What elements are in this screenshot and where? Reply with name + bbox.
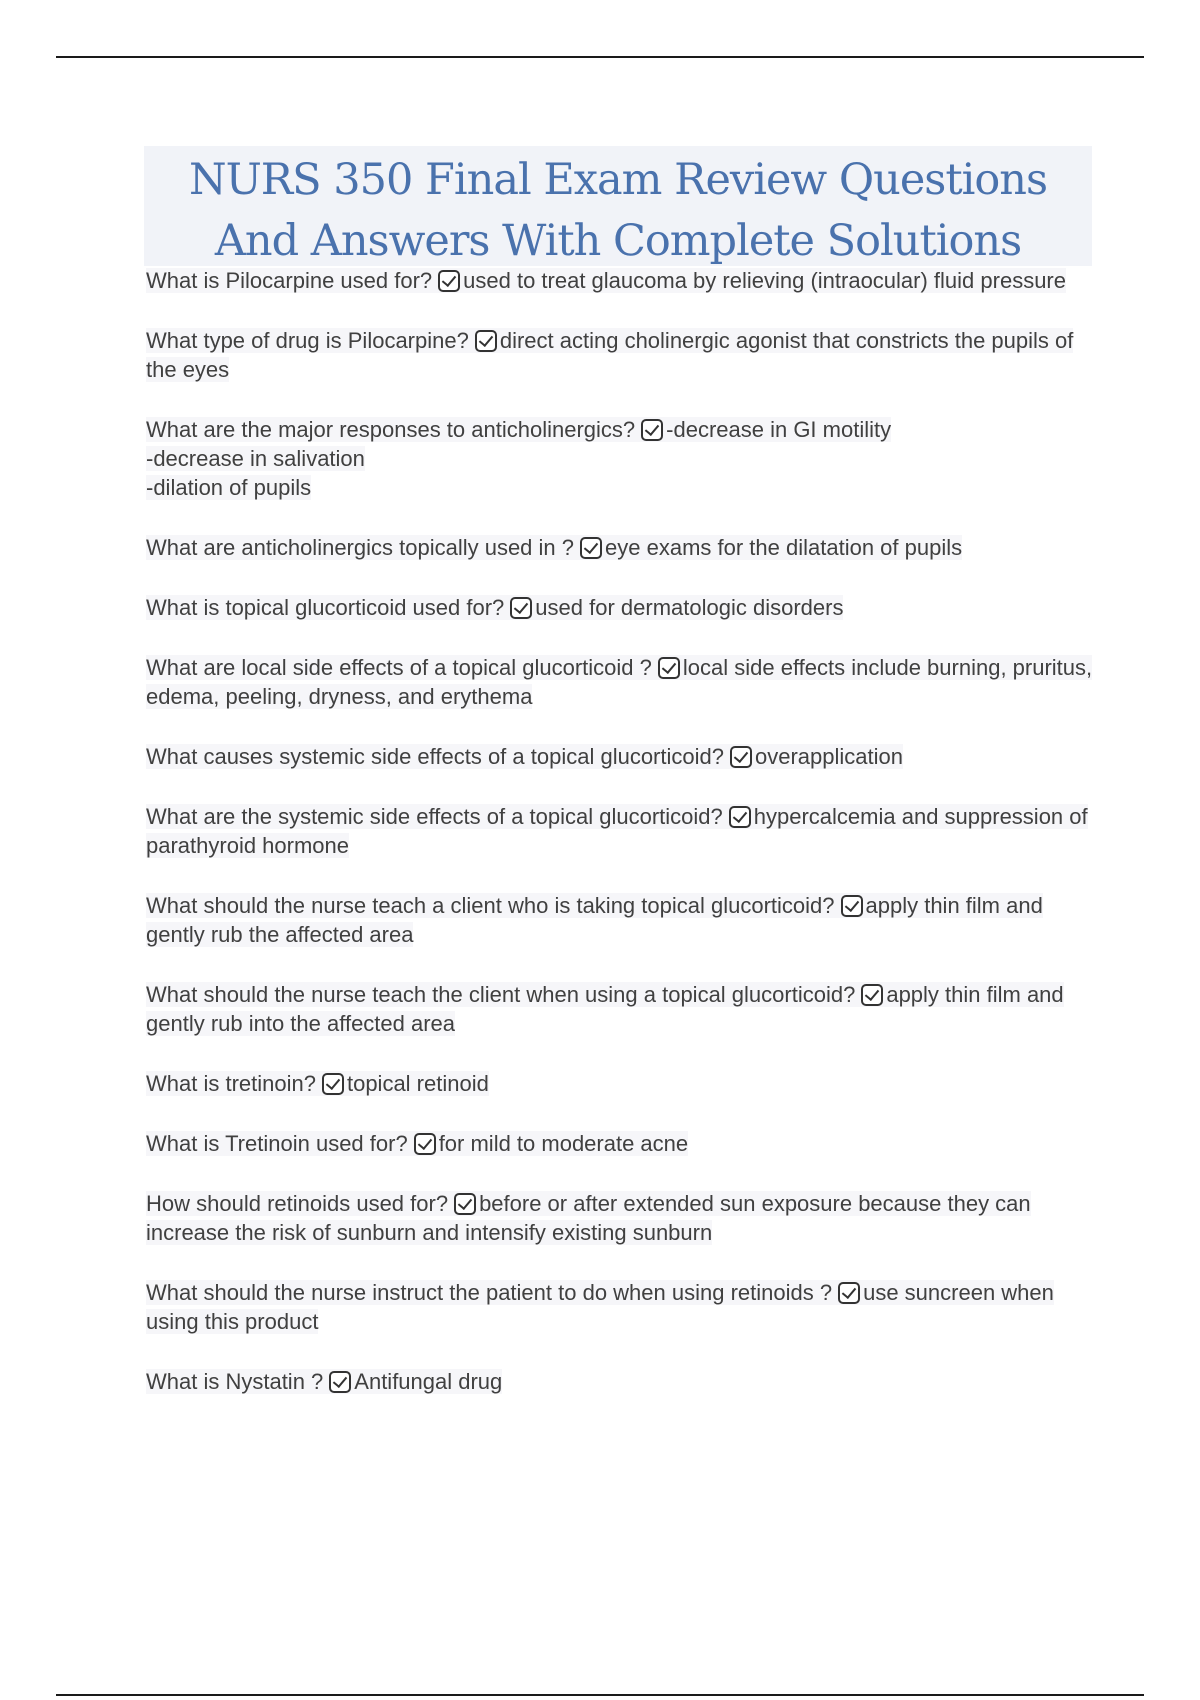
answer: overapplication [754, 744, 903, 769]
page-title: NURS 350 Final Exam Review Questions And Answers With Complete Solutions [188, 155, 1048, 266]
question: What causes systemic side effects of a topical glucorticoid? [146, 744, 724, 769]
answer: apply thin film and gently rub the affected area [146, 893, 1043, 947]
check-box-icon [510, 597, 532, 619]
question: What are the major responses to anticholinergics? [146, 417, 636, 442]
answer: local side effects include burning, pruritus, edema, peeling, dryness, and erythema [146, 655, 1093, 709]
answer: used for dermatologic disorders [535, 595, 844, 620]
answer: used to treat glaucoma by relieving (intraocular) fluid pressure [463, 268, 1066, 293]
qa-item [146, 533, 1096, 562]
answer: -decrease in GI motility -decrease in salivation -dilation of pupils [146, 417, 892, 500]
answer: direct acting cholinergic agonist that constricts the pupils of the eyes [146, 328, 1074, 382]
answer: hypercalcemia and suppression of parathyroid hormone [146, 804, 1088, 858]
question: How should retinoids used for? [146, 1191, 449, 1216]
check-box-icon [838, 1282, 860, 1304]
qa-item [146, 326, 1096, 384]
question: What is Nystatin ? [146, 1369, 324, 1394]
question: What should the nurse instruct the patient to do when using retinoids ? [146, 1280, 833, 1305]
check-box-icon [438, 270, 460, 292]
qa-item [146, 593, 1096, 622]
question: What are anticholinergics topically used in ? [146, 535, 575, 560]
check-box-icon [730, 746, 752, 768]
qa-item [146, 415, 1096, 502]
qa-item [146, 980, 1096, 1038]
check-box-icon [329, 1371, 351, 1393]
qa-item [146, 266, 1096, 295]
qa-list [146, 266, 1096, 1396]
answer: apply thin film and gently rub into the affected area [146, 982, 1064, 1036]
qa-item [146, 742, 1096, 771]
qa-item [146, 1189, 1096, 1247]
answer: for mild to moderate acne [438, 1131, 689, 1156]
bottom-rule [56, 1694, 1144, 1696]
answer: Antifungal drug [354, 1369, 503, 1394]
check-box-icon [475, 330, 497, 352]
qa-item [146, 653, 1096, 711]
qa-item [146, 891, 1096, 949]
check-box-icon [580, 537, 602, 559]
question: What should the nurse teach a client who is taking topical glucorticoid? [146, 893, 835, 918]
qa-item [146, 802, 1096, 860]
answer: topical retinoid [346, 1071, 489, 1096]
check-box-icon [729, 806, 751, 828]
answer: use suncreen when using this product [146, 1280, 1054, 1334]
question: What is topical glucorticoid used for? [146, 595, 505, 620]
check-box-icon [454, 1193, 476, 1215]
check-box-icon [861, 984, 883, 1006]
qa-item [146, 1278, 1096, 1336]
check-box-icon [322, 1073, 344, 1095]
question: What are the systemic side effects of a topical glucorticoid? [146, 804, 723, 829]
answer: before or after extended sun exposure because they can increase the risk of sunburn and intensify existing sunburn [146, 1191, 1031, 1245]
question: What are local side effects of a topical glucorticoid ? [146, 655, 652, 680]
question: What is Tretinoin used for? [146, 1131, 408, 1156]
question: What is Pilocarpine used for? [146, 268, 433, 293]
check-box-icon [641, 419, 663, 441]
check-box-icon [658, 657, 680, 679]
question: What is tretinoin? [146, 1071, 316, 1096]
qa-item [146, 1129, 1096, 1158]
qa-item [146, 1069, 1096, 1098]
question: What type of drug is Pilocarpine? [146, 328, 469, 353]
check-box-icon [841, 895, 863, 917]
check-box-icon [414, 1133, 436, 1155]
answer: eye exams for the dilatation of pupils [605, 535, 963, 560]
top-rule [56, 56, 1144, 58]
question: What should the nurse teach the client when using a topical glucorticoid? [146, 982, 856, 1007]
qa-item [146, 1367, 1096, 1396]
